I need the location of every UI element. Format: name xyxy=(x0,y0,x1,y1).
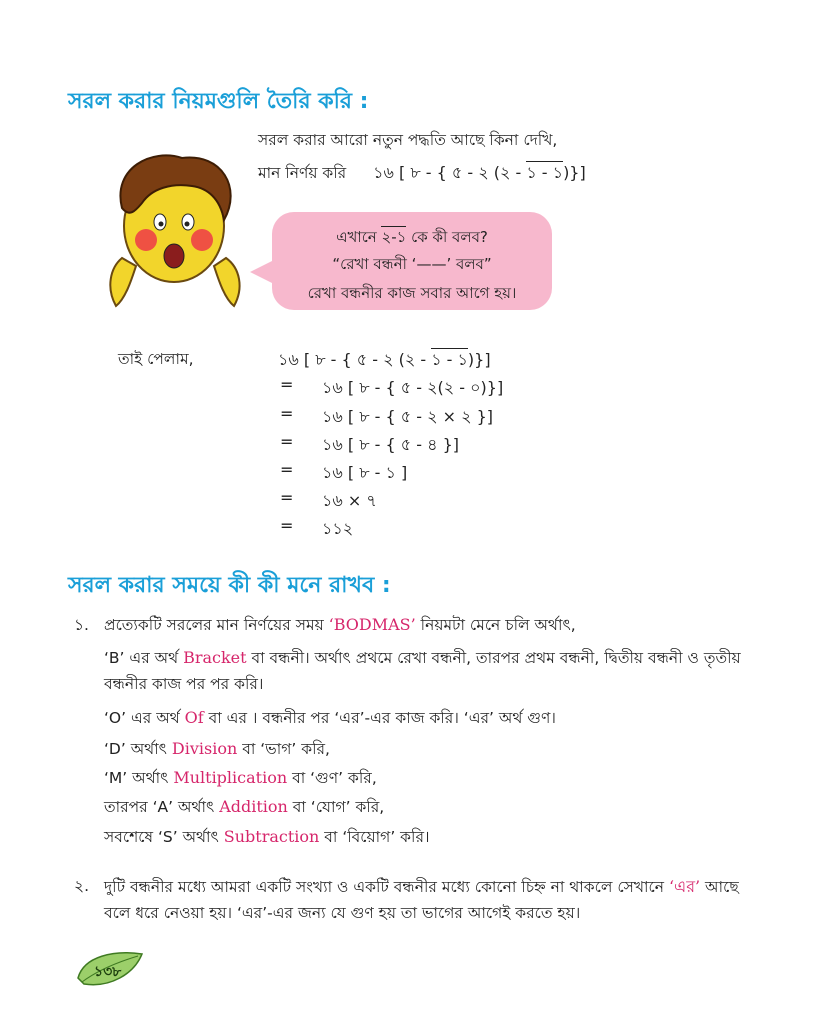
solution-first-expression: ১৬ [ ৮ - { ৫ - ২ (২ - ১ - ১)}] xyxy=(278,350,491,369)
bubble-line-2: “রেখা বন্ধনী ‘——’ বলব” xyxy=(332,255,492,273)
section-heading-remember: সরল করার সময়ে কী কী মনে রাখব : xyxy=(68,573,391,598)
term-subtraction: Subtraction xyxy=(223,827,320,846)
rule-2-line: দুটি বন্ধনীর মধ্যে আমরা একটি সংখ্যা ও একটি বন্ধনীর মধ্যে কোনো চিহ্ন না থাকলে সেখানে ‘এর’ আছে xyxy=(104,877,739,896)
term-er: ‘এর’ xyxy=(668,877,701,896)
solution-step: ১১২ xyxy=(322,519,354,538)
intro-evaluate-line xyxy=(258,160,586,187)
rule-m-line: ‘M’ অর্থাৎ Multiplication বা ‘গুণ’ করি, xyxy=(104,768,377,787)
vinculum: ১ - ১ xyxy=(526,163,564,182)
equals-sign: = xyxy=(280,516,294,535)
solution-label: তাই পেলাম, xyxy=(118,350,194,368)
vinculum: ১ - ১ xyxy=(431,350,468,369)
equals-sign: = xyxy=(280,460,294,479)
solution-step: ১৬ [ ৮ - { ৫ - ৪ }] xyxy=(322,435,460,454)
solution-step: ১৬ [ ৮ - { ৫ - ২(২ - ০)}] xyxy=(322,378,504,397)
rule-2-line-2: বলে ধরে নেওয়া হয়। ‘এর’-এর জন্য যে গুণ হয় তা ভাগের আগেই করতে হয়। xyxy=(104,904,581,922)
term-addition: Addition xyxy=(219,797,288,816)
intro-expression: ১৬ [ ৮ - { ৫ - ২ (২ - ১ - ১)}] xyxy=(373,163,586,182)
left-hand xyxy=(110,258,136,306)
bubble-line-3: রেখা বন্ধনীর কাজ সবার আগে হয়। xyxy=(307,284,517,302)
rule-b-line: ‘B’ এর অর্থ Bracket বা বন্ধনী। অর্থাৎ প্রথমে রেখা বন্ধনী, তারপর প্রথম বন্ধনী, দ্বিতীয় বন্ধনী ও তৃতীয় xyxy=(104,648,741,667)
bubble-line-1: এখানে ২-১ কে কী বলব? xyxy=(336,228,488,246)
solution-step: ১৬ [ ৮ - ১ ] xyxy=(322,463,408,482)
rule-a-line: তারপর ‘A’ অর্থাৎ Addition বা ‘যোগ’ করি, xyxy=(104,797,385,816)
intro-line: সরল করার আরো নতুন পদ্ধতি আছে কিনা দেখি, xyxy=(258,131,558,149)
bodmas-term: ‘BODMAS’ xyxy=(328,615,416,634)
equals-sign: = xyxy=(280,432,294,451)
rule-number: ১. xyxy=(74,616,89,634)
term-bracket: Bracket xyxy=(183,648,247,667)
page-number: ১৩৮ xyxy=(94,964,122,980)
solution-step: ১৬ [ ৮ - { ৫ - ২ × ২ }] xyxy=(322,407,494,426)
rule-d-line: ‘D’ অর্থাৎ Division বা ‘ভাগ’ করি, xyxy=(104,739,330,758)
left-cheek xyxy=(135,229,157,251)
equals-sign: = xyxy=(280,404,294,423)
vinculum: ২-১ xyxy=(381,228,407,246)
rule-b-line-2: বন্ধনীর কাজ পর পর করি। xyxy=(104,675,264,693)
intro-label: মান নির্ণয় করি xyxy=(258,164,347,182)
equals-sign: = xyxy=(280,488,294,507)
cartoon-child-illustration xyxy=(92,148,262,318)
open-mouth xyxy=(164,244,184,268)
equals-sign: = xyxy=(280,375,294,394)
term-multiplication: Multiplication xyxy=(173,768,288,787)
rule-o-line: ‘O’ এর অর্থ Of বা এর । বন্ধনীর পর ‘এর’-এর কাজ করি। ‘এর’ অর্থ গুণ। xyxy=(104,708,556,727)
rule-s-line: সবশেষে ‘S’ অর্থাৎ Subtraction বা ‘বিয়োগ’ করি। xyxy=(104,827,430,846)
right-hand xyxy=(214,258,240,306)
section-heading-rules: সরল করার নিয়মগুলি তৈরি করি : xyxy=(68,89,369,114)
rule-number: ২. xyxy=(74,877,90,895)
right-cheek xyxy=(191,229,213,251)
solution-step: ১৬ × ৭ xyxy=(322,491,377,510)
term-of: Of xyxy=(184,708,204,727)
rule-1-line: প্রত্যেকটি সরলের মান নির্ণয়ের সময় ‘BODMAS’ নিয়মটা মেনে চলি অর্থাৎ, xyxy=(104,615,576,634)
term-division: Division xyxy=(171,739,238,758)
